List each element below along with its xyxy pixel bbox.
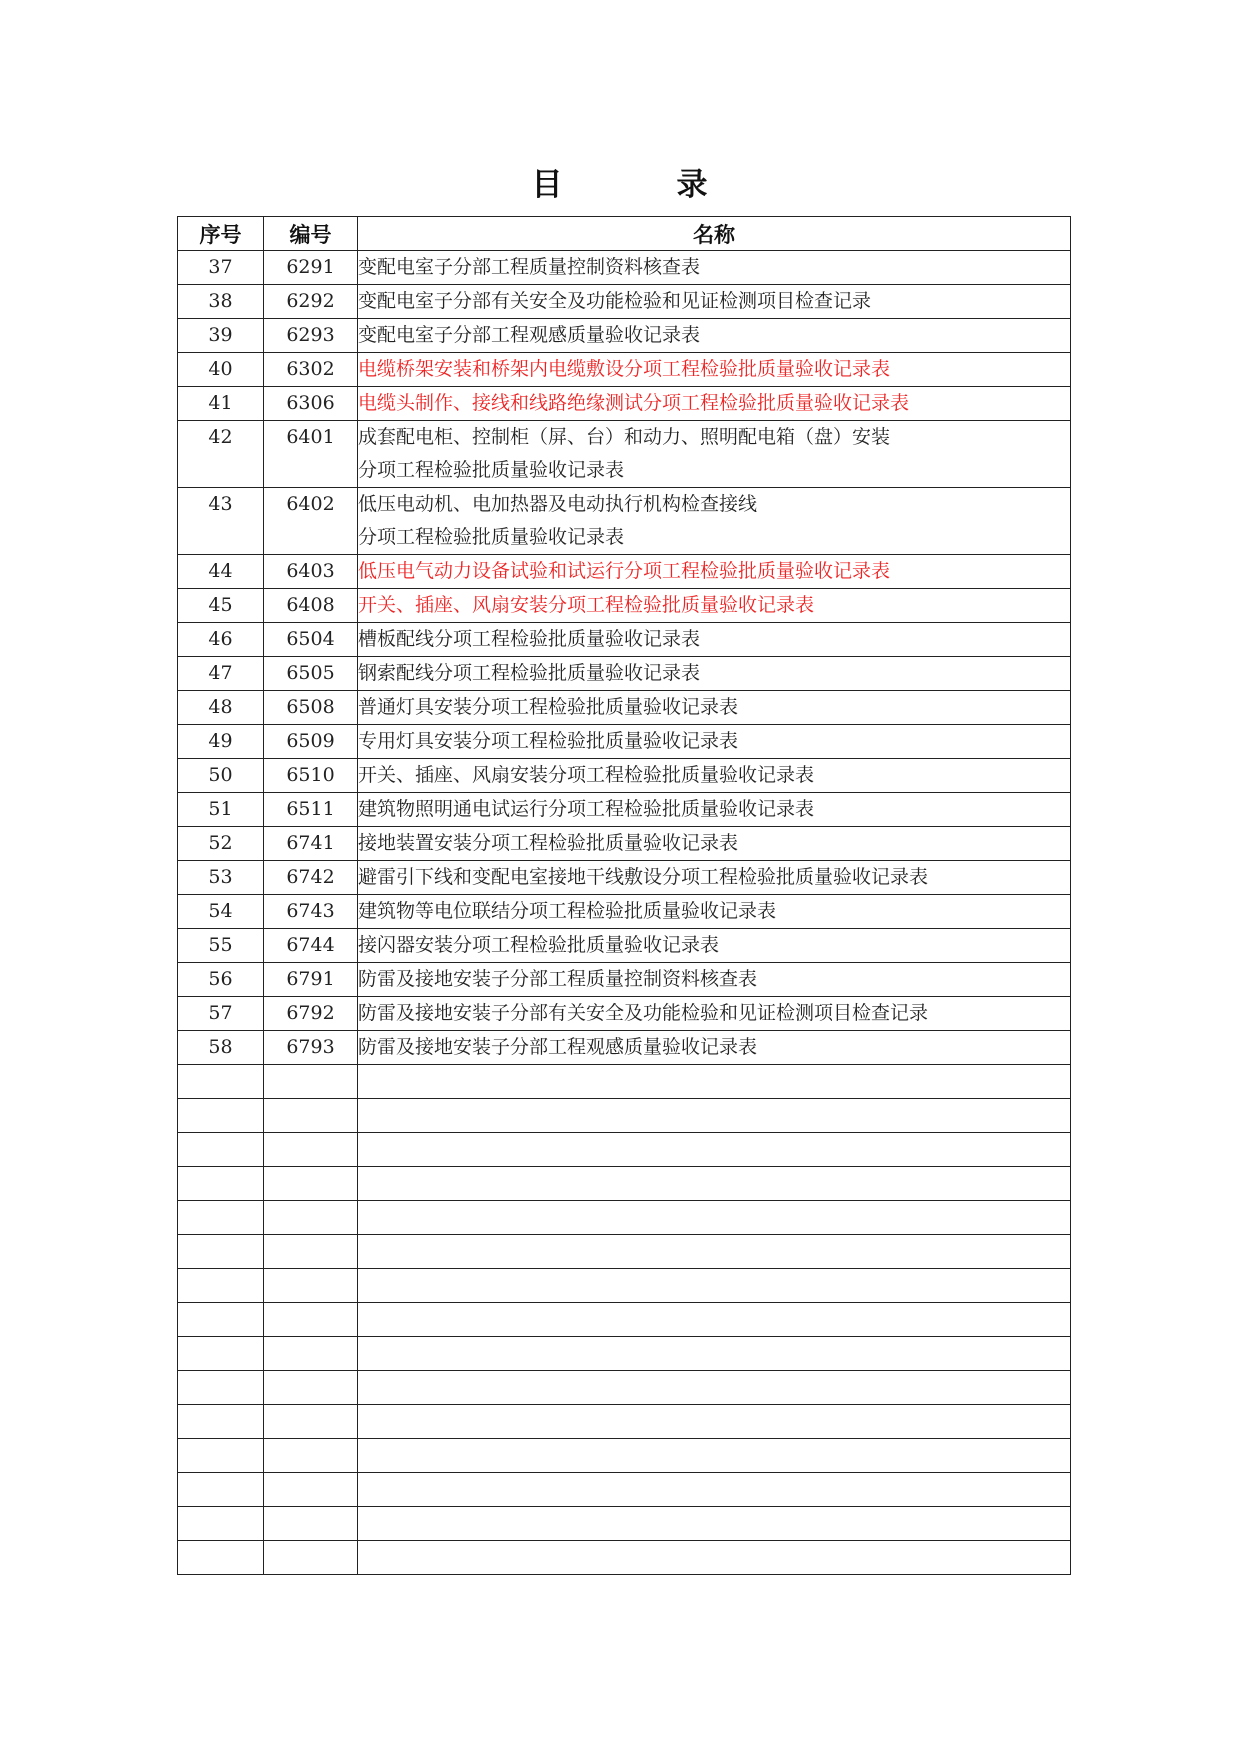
empty-cell: [264, 1541, 358, 1575]
table-row: [178, 691, 1071, 725]
empty-cell: [264, 1201, 358, 1235]
row-name: [358, 895, 1071, 929]
row-name: [358, 963, 1071, 997]
table-row: [178, 589, 1071, 623]
empty-cell: [358, 1235, 1071, 1269]
empty-table-row: [178, 1541, 1071, 1575]
row-code: 6791: [264, 963, 358, 997]
table-row: [178, 285, 1071, 319]
table-row: [178, 387, 1071, 421]
row-name: [358, 827, 1071, 861]
empty-table-row: [178, 1065, 1071, 1099]
row-serial-number: 43: [178, 488, 264, 555]
row-name-line: 分项工程检验批质量验收记录表: [358, 526, 625, 548]
table-row: [178, 725, 1071, 759]
empty-table-row: [178, 1099, 1071, 1133]
row-name-line: 防雷及接地安装子分部有关安全及功能检验和见证检测项目检查记录: [358, 1002, 929, 1024]
row-serial-number: 40: [178, 353, 264, 387]
row-name-line: 建筑物等电位联结分项工程检验批质量验收记录表: [358, 900, 777, 922]
row-code: 6292: [264, 285, 358, 319]
empty-table-row: [178, 1235, 1071, 1269]
empty-cell: [178, 1541, 264, 1575]
table-row: [178, 251, 1071, 285]
row-code: 6403: [264, 555, 358, 589]
row-serial-number: 54: [178, 895, 264, 929]
empty-cell: [264, 1235, 358, 1269]
row-name-line: 防雷及接地安装子分部工程质量控制资料核查表: [358, 968, 758, 990]
empty-cell: [264, 1167, 358, 1201]
row-serial-number: 48: [178, 691, 264, 725]
empty-cell: [264, 1099, 358, 1133]
row-name-line: 变配电室子分部有关安全及功能检验和见证检测项目检查记录: [358, 290, 872, 312]
empty-cell: [178, 1099, 264, 1133]
empty-cell: [178, 1269, 264, 1303]
row-serial-number: 38: [178, 285, 264, 319]
empty-cell: [358, 1337, 1071, 1371]
empty-cell: [178, 1167, 264, 1201]
row-serial-number: 44: [178, 555, 264, 589]
table-row: [178, 1031, 1071, 1065]
row-name-line: 电缆桥架安装和桥架内电缆敷设分项工程检验批质量验收记录表: [358, 358, 891, 380]
row-code: 6291: [264, 251, 358, 285]
empty-table-row: [178, 1337, 1071, 1371]
table-row: [178, 793, 1071, 827]
empty-cell: [264, 1371, 358, 1405]
empty-table-row: [178, 1507, 1071, 1541]
table-header-row: [178, 217, 1071, 251]
row-name-line: 变配电室子分部工程观感质量验收记录表: [358, 324, 701, 346]
table-row: [178, 319, 1071, 353]
table-row: [178, 963, 1071, 997]
header-serial-number: 序号: [178, 217, 264, 251]
row-name-line: 电缆头制作、接线和线路绝缘测试分项工程检验批质量验收记录表: [358, 392, 910, 414]
row-name-line: 专用灯具安装分项工程检验批质量验收记录表: [358, 730, 739, 752]
row-serial-number: 37: [178, 251, 264, 285]
row-code: 6508: [264, 691, 358, 725]
row-name: [358, 997, 1071, 1031]
row-code: 6306: [264, 387, 358, 421]
row-code: 6744: [264, 929, 358, 963]
empty-cell: [358, 1405, 1071, 1439]
empty-cell: [178, 1473, 264, 1507]
row-name: [358, 691, 1071, 725]
row-code: 6504: [264, 623, 358, 657]
catalog-table: [177, 216, 1071, 1575]
row-name: [358, 759, 1071, 793]
row-name-line: 开关、插座、风扇安装分项工程检验批质量验收记录表: [358, 764, 815, 786]
row-code: 6509: [264, 725, 358, 759]
row-name-line: 开关、插座、风扇安装分项工程检验批质量验收记录表: [358, 594, 815, 616]
empty-cell: [178, 1201, 264, 1235]
row-code: 6402: [264, 488, 358, 555]
row-serial-number: 41: [178, 387, 264, 421]
empty-cell: [358, 1133, 1071, 1167]
row-name: [358, 319, 1071, 353]
row-serial-number: 47: [178, 657, 264, 691]
row-name: [358, 861, 1071, 895]
empty-cell: [358, 1269, 1071, 1303]
title-char-left: 目: [531, 167, 565, 203]
row-serial-number: 56: [178, 963, 264, 997]
row-name: [358, 793, 1071, 827]
empty-cell: [264, 1439, 358, 1473]
empty-table-row: [178, 1405, 1071, 1439]
empty-table-row: [178, 1473, 1071, 1507]
row-serial-number: 53: [178, 861, 264, 895]
empty-cell: [264, 1337, 358, 1371]
empty-cell: [358, 1065, 1071, 1099]
row-name: [358, 1031, 1071, 1065]
row-name: [358, 929, 1071, 963]
empty-cell: [358, 1099, 1071, 1133]
empty-cell: [358, 1507, 1071, 1541]
row-serial-number: 49: [178, 725, 264, 759]
row-serial-number: 39: [178, 319, 264, 353]
row-code: 6743: [264, 895, 358, 929]
row-name-line: 接地装置安装分项工程检验批质量验收记录表: [358, 832, 739, 854]
row-serial-number: 46: [178, 623, 264, 657]
row-code: 6741: [264, 827, 358, 861]
row-serial-number: 58: [178, 1031, 264, 1065]
empty-cell: [178, 1371, 264, 1405]
table-row: [178, 555, 1071, 589]
empty-cell: [358, 1167, 1071, 1201]
table-row: [178, 895, 1071, 929]
empty-cell: [358, 1541, 1071, 1575]
row-name-line: 钢索配线分项工程检验批质量验收记录表: [358, 662, 701, 684]
empty-cell: [358, 1303, 1071, 1337]
empty-cell: [264, 1473, 358, 1507]
row-code: 6742: [264, 861, 358, 895]
row-name: [358, 387, 1071, 421]
row-code: 6792: [264, 997, 358, 1031]
row-serial-number: 52: [178, 827, 264, 861]
row-name: [358, 421, 1071, 488]
row-name-line: 建筑物照明通电试运行分项工程检验批质量验收记录表: [358, 798, 815, 820]
row-name: [358, 555, 1071, 589]
table-row: [178, 623, 1071, 657]
row-name-line: 接闪器安装分项工程检验批质量验收记录表: [358, 934, 720, 956]
row-code: 6293: [264, 319, 358, 353]
row-name-line: 槽板配线分项工程检验批质量验收记录表: [358, 628, 701, 650]
empty-cell: [178, 1235, 264, 1269]
table-row: [178, 929, 1071, 963]
empty-cell: [178, 1337, 264, 1371]
empty-cell: [264, 1065, 358, 1099]
row-name-line: 普通灯具安装分项工程检验批质量验收记录表: [358, 696, 739, 718]
row-serial-number: 51: [178, 793, 264, 827]
empty-cell: [178, 1405, 264, 1439]
row-serial-number: 50: [178, 759, 264, 793]
row-name-line: 变配电室子分部工程质量控制资料核查表: [358, 256, 701, 278]
empty-cell: [358, 1371, 1071, 1405]
empty-table-row: [178, 1439, 1071, 1473]
row-name-line: 避雷引下线和变配电室接地干线敷设分项工程检验批质量验收记录表: [358, 866, 929, 888]
row-code: 6510: [264, 759, 358, 793]
row-serial-number: 45: [178, 589, 264, 623]
empty-cell: [358, 1473, 1071, 1507]
table-row: [178, 827, 1071, 861]
table-row: [178, 353, 1071, 387]
empty-cell: [264, 1405, 358, 1439]
empty-table-row: [178, 1201, 1071, 1235]
row-code: 6401: [264, 421, 358, 488]
row-code: 6408: [264, 589, 358, 623]
row-code: 6511: [264, 793, 358, 827]
row-name: [358, 285, 1071, 319]
row-name: [358, 251, 1071, 285]
row-name-line: 成套配电柜、控制柜（屏、台）和动力、照明配电箱（盘）安装: [358, 426, 891, 448]
row-name: [358, 353, 1071, 387]
row-name-line: 防雷及接地安装子分部工程观感质量验收记录表: [358, 1036, 758, 1058]
empty-cell: [358, 1201, 1071, 1235]
table-row: [178, 861, 1071, 895]
empty-cell: [178, 1133, 264, 1167]
row-name-line: 分项工程检验批质量验收记录表: [358, 459, 625, 481]
row-name: [358, 488, 1071, 555]
table-body: [178, 251, 1071, 1575]
row-name: [358, 657, 1071, 691]
row-code: 6505: [264, 657, 358, 691]
empty-table-row: [178, 1269, 1071, 1303]
empty-cell: [178, 1303, 264, 1337]
table-row: [178, 759, 1071, 793]
empty-cell: [358, 1439, 1071, 1473]
row-serial-number: 55: [178, 929, 264, 963]
row-name: [358, 623, 1071, 657]
empty-table-row: [178, 1167, 1071, 1201]
table-row: [178, 657, 1071, 691]
empty-table-row: [178, 1371, 1071, 1405]
row-code: 6302: [264, 353, 358, 387]
table-row: [178, 997, 1071, 1031]
empty-cell: [264, 1303, 358, 1337]
row-serial-number: 57: [178, 997, 264, 1031]
empty-table-row: [178, 1303, 1071, 1337]
row-name: [358, 725, 1071, 759]
row-code: 6793: [264, 1031, 358, 1065]
empty-cell: [264, 1507, 358, 1541]
row-serial-number: 42: [178, 421, 264, 488]
empty-cell: [178, 1439, 264, 1473]
table-row: [178, 421, 1071, 488]
table-row: [178, 488, 1071, 555]
row-name: [358, 589, 1071, 623]
header-name: 名称: [358, 217, 1071, 251]
empty-table-row: [178, 1133, 1071, 1167]
header-code: 编号: [264, 217, 358, 251]
row-name-line: 低压电气动力设备试验和试运行分项工程检验批质量验收记录表: [358, 560, 891, 582]
title-char-right: 录: [676, 167, 710, 203]
empty-cell: [264, 1269, 358, 1303]
row-name-line: 低压电动机、电加热器及电动执行机构检查接线: [358, 493, 758, 515]
page-title: [0, 165, 1241, 205]
empty-cell: [178, 1507, 264, 1541]
empty-cell: [178, 1065, 264, 1099]
empty-cell: [264, 1133, 358, 1167]
